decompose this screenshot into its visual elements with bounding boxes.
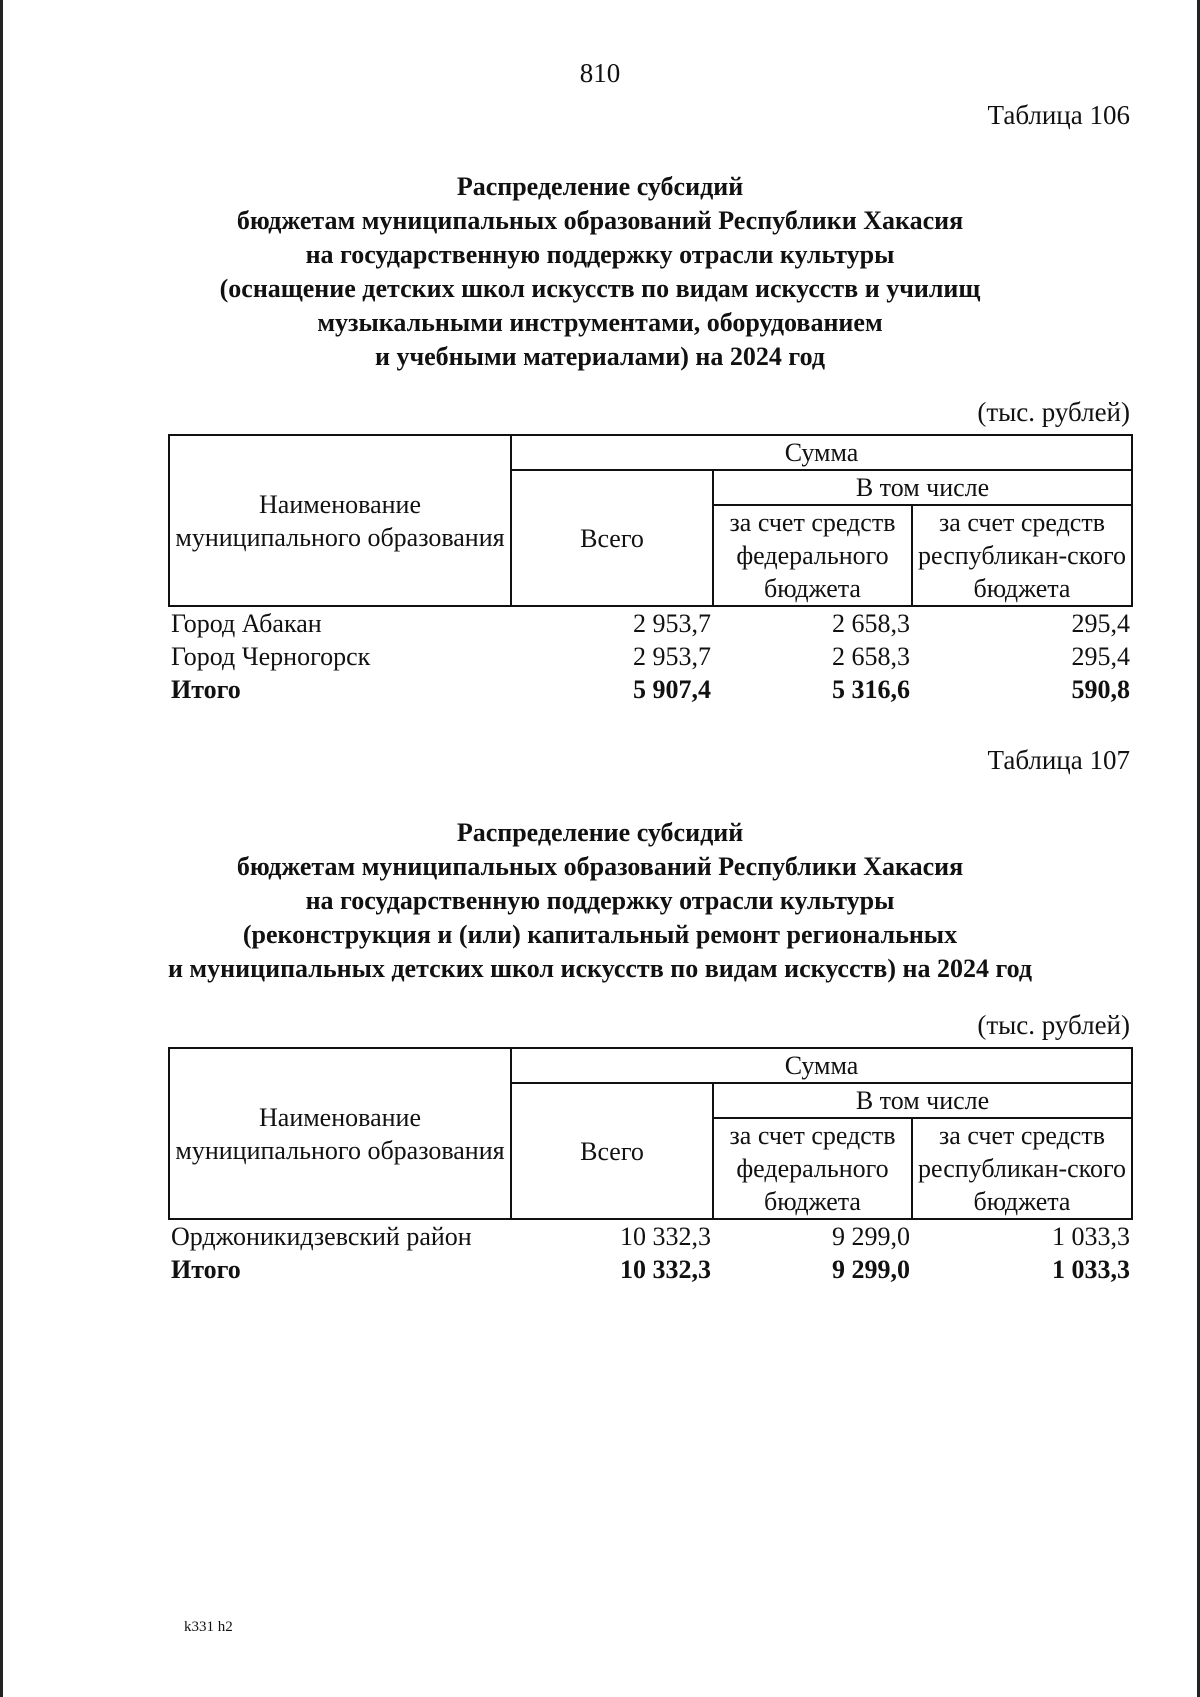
title-line: на государственную поддержку отрасли культуры [305, 886, 895, 915]
row-total: 2 953,7 [633, 609, 711, 638]
header-name-column: Наименование муниципального образования [169, 1048, 511, 1219]
title-line: Распределение субсидий [456, 818, 744, 847]
total-row [169, 1253, 1132, 1286]
total-republican: 1 033,3 [1052, 1255, 1131, 1284]
title-line: Распределение субсидий [456, 172, 744, 201]
table-107 [168, 1047, 1133, 1286]
row-republican: 295,4 [1071, 609, 1131, 638]
row-federal: 2 658,3 [832, 642, 910, 671]
table-label-107: Таблица 107 [987, 745, 1130, 775]
footer-code: k331 h2 [184, 1619, 233, 1635]
row-total: 2 953,7 [633, 642, 711, 671]
total-name: Итого [171, 1255, 241, 1284]
table-106-title [0, 170, 1200, 374]
header-including: В том числе [713, 470, 1132, 505]
row-name: Город Абакан [171, 609, 322, 638]
row-republican: 295,4 [1071, 642, 1131, 671]
header-federal: за счет средств федерального бюджета [713, 1118, 912, 1219]
table-106-unit: (тыс. рублей) [977, 397, 1130, 427]
header-republican: за счет средств республикан-ского бюджета [912, 1118, 1132, 1219]
page-number: 810 [579, 58, 621, 88]
header-sum: Сумма [511, 1048, 1132, 1083]
total-federal: 9 299,0 [832, 1255, 910, 1284]
table-row [169, 640, 1132, 673]
table-106 [168, 434, 1133, 706]
header-including: В том числе [713, 1083, 1132, 1118]
table-row [169, 606, 1132, 640]
title-line: и муниципальных детских школ искусств по видам искусств) на 2024 год [167, 954, 1033, 983]
title-line: и учебными материалами) на 2024 год [375, 342, 825, 371]
header-republican: за счет средств республикан-ского бюджета [912, 505, 1132, 606]
title-line: музыкальными инструментами, оборудованием [317, 308, 883, 337]
row-federal: 9 299,0 [832, 1222, 910, 1251]
header-sum: Сумма [511, 435, 1132, 470]
table-107-unit: (тыс. рублей) [977, 1010, 1130, 1040]
table-107-title [0, 816, 1200, 986]
header-federal: за счет средств федерального бюджета [713, 505, 912, 606]
title-line: (оснащение детских школ искусств по видам искусств и училищ [219, 274, 981, 303]
total-federal: 5 316,6 [832, 675, 910, 704]
total-total: 5 907,4 [633, 675, 711, 704]
row-federal: 2 658,3 [832, 609, 910, 638]
total-total: 10 332,3 [620, 1255, 711, 1284]
row-republican: 1 033,3 [1052, 1222, 1131, 1251]
row-name: Город Черногорск [171, 642, 371, 671]
title-line: на государственную поддержку отрасли культуры [305, 240, 895, 269]
table-label-106: Таблица 106 [987, 100, 1130, 130]
header-total: Всего [511, 1083, 713, 1219]
header-total: Всего [511, 470, 713, 606]
row-name: Орджоникидзевский район [171, 1222, 472, 1251]
header-name-column: Наименование муниципального образования [169, 435, 511, 606]
title-line: (реконструкция и (или) капитальный ремонт региональных [242, 920, 958, 949]
row-total: 10 332,3 [620, 1222, 711, 1251]
total-row [169, 673, 1132, 706]
title-line: бюджетам муниципальных образований Республики Хакасия [236, 206, 964, 235]
title-line: бюджетам муниципальных образований Республики Хакасия [236, 852, 964, 881]
total-republican: 590,8 [1071, 675, 1131, 704]
total-name: Итого [171, 675, 241, 704]
table-row [169, 1219, 1132, 1253]
